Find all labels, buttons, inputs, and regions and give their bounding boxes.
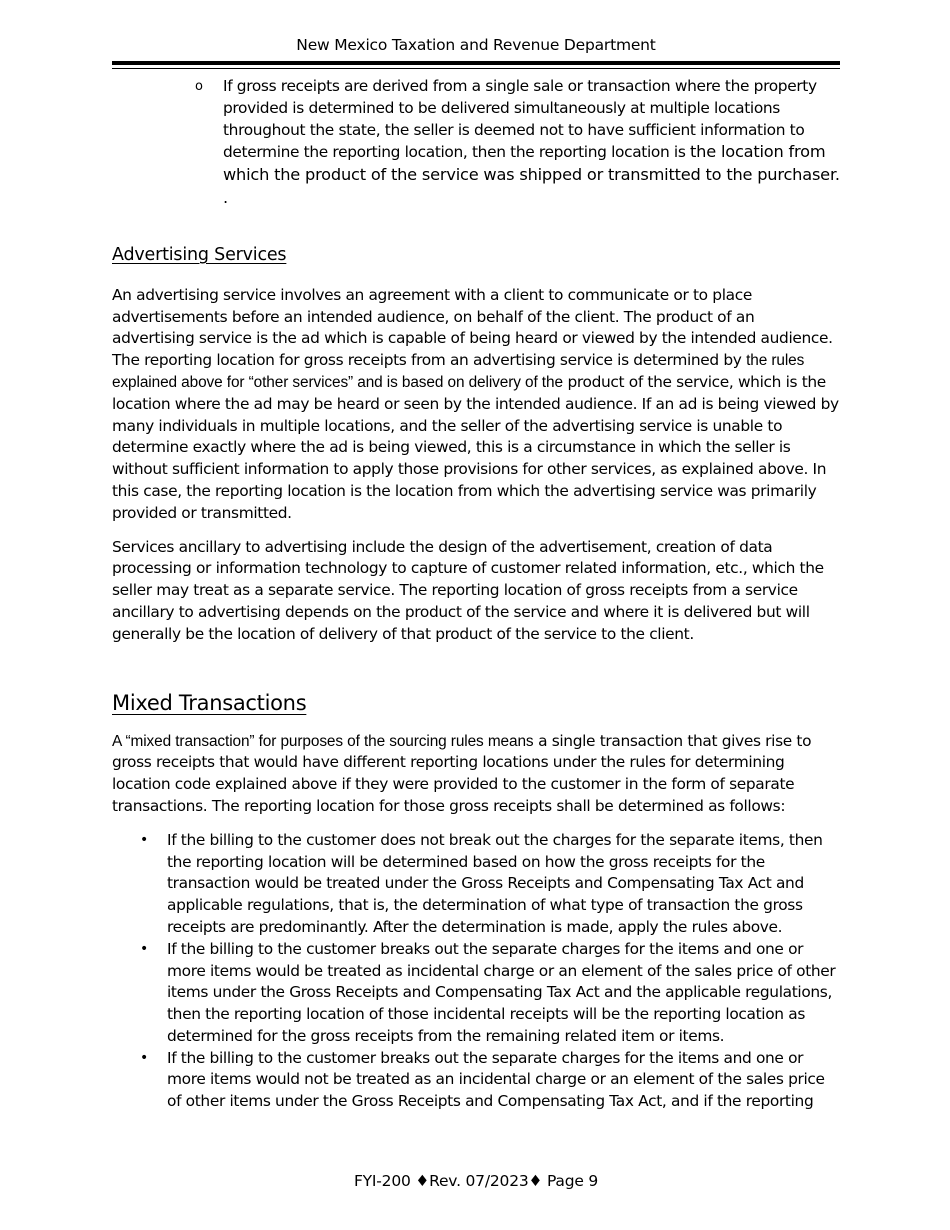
page-footer: FYI-200 ♦Rev. 07/2023♦ Page 9 (353, 1172, 599, 1190)
list-item (112, 939, 840, 1048)
mixed-bullet-list (112, 830, 840, 1113)
list-item-text: If the billing to the customer does not break out the charges for the separate items, then the reporting location will be determined based on how the gross receipts for the transaction would be treated under the Gross Receipts and Compensating Tax Act and applicable regulations, that is, the determination of what type of transaction the gross receipts are predominantly. After the determination is made, apply the rules above. (167, 830, 823, 936)
list-item-text: If gross receipts are derived from a single sale or transaction where the property provided is determined to be delivered simultaneously at multiple locations throughout the state, the seller is deemed not to have sufficient information to determine the reporting location, then the reporting location is (223, 77, 817, 162)
list-item-text: If the billing to the customer breaks out the separate charges for the items and one or more items would be treated as incidental charge or an element of the sales price of other items under the Gross Receipts and Compensating Tax Act and the applicable regulations, then the reporting location of those incidental receipts will be the reporting location as determined for the gross receipts from the remaining related item or items. (167, 939, 836, 1045)
list-item-text: If the billing to the customer breaks out the separate charges for the items and one or more items would not be treated as an incidental charge or an element of the sales price of other items under the Gross Receipts and Compensating Tax Act, and if the reporting (167, 1048, 825, 1111)
page-header: New Mexico Taxation and Revenue Department (296, 36, 656, 54)
page-content (112, 76, 840, 1113)
advertising-paragraph-1-part-b: the rules explained above for “other services” and is based on delivery of the (112, 352, 805, 391)
mixed-transactions-heading: Mixed Transactions (112, 690, 307, 715)
bullet-icon: • (140, 831, 148, 848)
advertising-paragraph-1 (112, 285, 840, 525)
header-rule-thick (112, 61, 840, 65)
list-item (112, 830, 840, 939)
header-rule-thin (112, 68, 840, 69)
advertising-paragraph-1-part-a: An advertising service involves an agreement with a client to communicate or to place advertisements before an intended audience, on behalf of the client. The product of an advertising service is the ad which is capable of being heard or viewed by the intended audience. The reporting location for gross receipts from an advertising service is determined by (112, 285, 833, 370)
mixed-intro-part-b: a single transaction that gives rise to gross receipts that would have different reporting locations under the rules for determining location code explained above if they were provided to the customer in the form of separate transactions. The reporting location for those gross receipts shall be determined as follows: (112, 731, 812, 815)
advertising-paragraph-2: Services ancillary to advertising include the design of the advertisement, creation of data processing or information technology to capture of customer related information, etc., which the seller may treat as a separate service. The reporting location of gross receipts from a service ancillary to advertising depends on the product of the service and where it is delivered but will generally be the location of delivery of that product of the service to the client. (112, 537, 824, 643)
list-item-text-end: the location from which the product of the service was shipped or transmitted to the purchaser. . (223, 142, 840, 207)
bullet-icon: • (140, 940, 148, 957)
list-item (112, 76, 840, 210)
mixed-intro-part-a: A “mixed transaction” for purposes of the sourcing rules means (112, 732, 534, 750)
hollow-bullet-icon: o (195, 79, 203, 94)
mixed-intro-paragraph (112, 731, 840, 818)
advertising-paragraph-1-part-c: product of the service, which is the location where the ad may be heard or seen by the intended audience. If an ad is being viewed by many individuals in multiple locations, and the seller of the advertising service is unable to determine exactly where the ad is being viewed, this is a circumstance in which the seller is without sufficient information to apply those provisions for other services, as explained above. In this case, the reporting location is the location from which the advertising service was primarily provided or transmitted. (112, 372, 839, 522)
list-item (112, 1048, 840, 1113)
continued-sub-list (112, 76, 840, 210)
bullet-icon: • (140, 1049, 148, 1066)
advertising-heading: Advertising Services (112, 244, 287, 265)
